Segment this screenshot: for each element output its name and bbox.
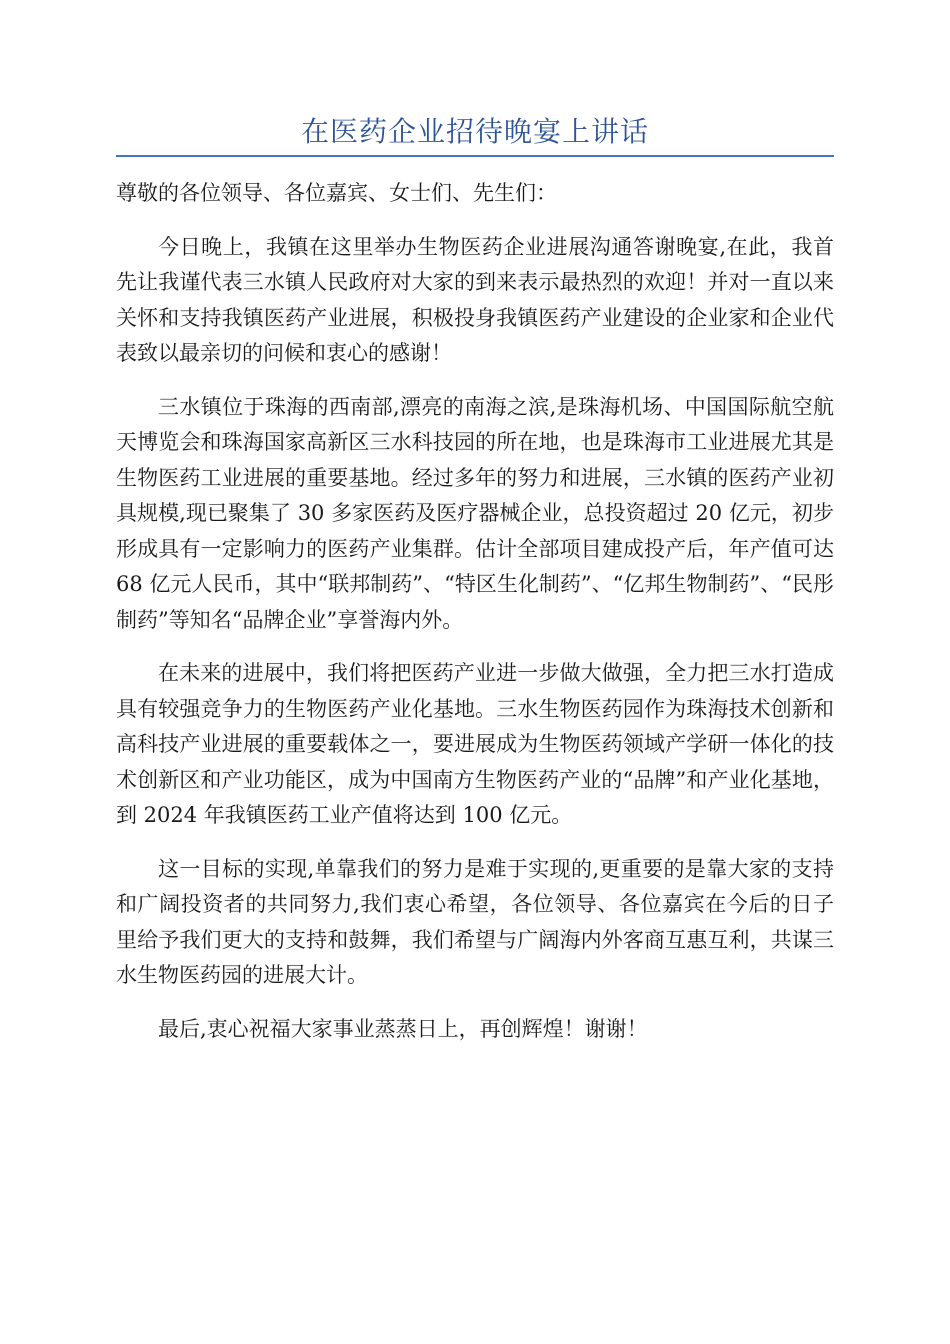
document-body xyxy=(116,176,834,1065)
salutation: 尊敬的各位领导、各位嘉宾、女士们、先生们： xyxy=(116,181,557,205)
paragraph-welcome: 今日晚上，我镇在这里举办生物医药企业进展沟通答谢晚宴,在此，我首先让我谨代表三水镇人民政府对大家的到来表示最热烈的欢迎！并对一直以来关怀和支持我镇医药产业进展，积极投身我镇医药产业建设的企业家和企业代表致以最亲切的问候和衷心的感谢！ xyxy=(116,234,834,365)
title-underline-divider xyxy=(116,155,834,157)
paragraph-cooperation: 这一目标的实现,单靠我们的努力是难于实现的,更重要的是靠大家的支持和广阔投资者的共同努力,我们衷心希望，各位领导、各位嘉宾在今后的日子里给予我们更大的支持和鼓舞，我们希望与广阔海内外客商互惠互利，共谋三水生物医药园的进展大计。 xyxy=(116,856,834,987)
paragraph-town-overview: 三水镇位于珠海的西南部,漂亮的南海之滨,是珠海机场、中国国际航空航天博览会和珠海国家高新区三水科技园的所在地，也是珠海市工业进展尤其是生物医药工业进展的重要基地。经过多年的努力和进展，三水镇的医药产业初具规模,现已聚集了 30 多家医药及医疗器械企业，总投资超过 20 亿元，初步形成具有一定影响力的医药产业集群。估计全部项目建成投产后，年产值可达 68 亿元人民币，其中“联邦制药”、“特区生化制药”、“亿邦生物制药”、“民彤制药”等知名“品牌企业”享誉海内外。 xyxy=(116,394,834,632)
document-title: 在医药企业招待晚宴上讲话 xyxy=(300,115,649,148)
paragraph-closing: 最后,衷心祝福大家事业蒸蒸日上，再创辉煌！谢谢！ xyxy=(158,1016,648,1041)
paragraph-future-plan: 在未来的进展中，我们将把医药产业进一步做大做强，全力把三水打造成具有较强竞争力的生物医药产业化基地。三水生物医药园作为珠海技术创新和高科技产业进展的重要载体之一，要进展成为生物医药领域产学研一体化的技术创新区和产业功能区，成为中国南方生物医药产业的“品牌”和产业化基地，到 2024 年我镇医药工业产值将达到 100 亿元。 xyxy=(116,661,834,827)
